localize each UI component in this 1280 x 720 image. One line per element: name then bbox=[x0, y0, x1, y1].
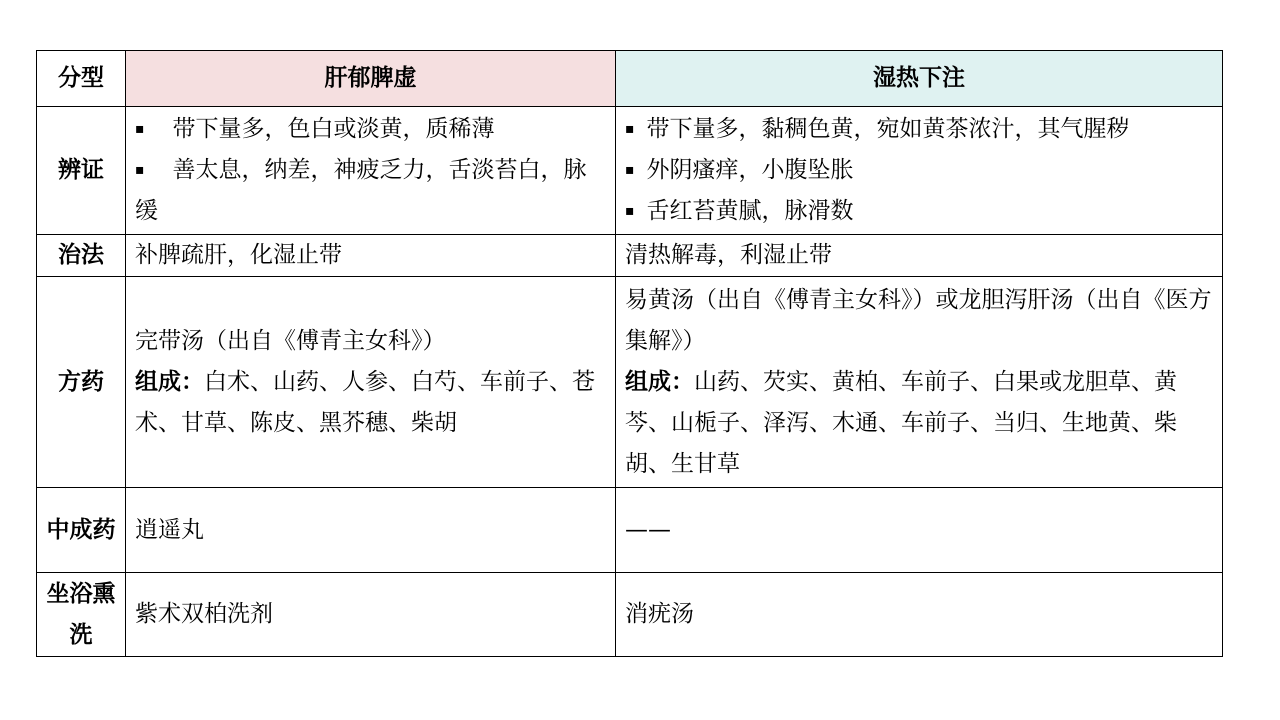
bullet-icon: ▪ bbox=[625, 121, 635, 137]
composition-label: 组成： bbox=[625, 368, 694, 395]
bianzheng-b-cell bbox=[616, 107, 1223, 235]
bianzheng-a-item-2: 善太息，纳差，神疲乏力，舌淡苔白，脉缓 bbox=[135, 157, 587, 224]
composition-label: 组成： bbox=[135, 368, 204, 395]
bianzheng-a-cell bbox=[126, 107, 616, 235]
fangyao-a-composition bbox=[135, 362, 606, 444]
list-item bbox=[625, 150, 1213, 191]
list-item bbox=[625, 109, 1213, 150]
row-zhifa bbox=[37, 235, 1223, 277]
header-col-gan-yu-pi-xu: 肝郁脾虚 bbox=[126, 51, 616, 107]
zuoyu-b-cell: 消疣汤 bbox=[616, 573, 1223, 657]
fangyao-a-formula: 完带汤（出自《傅青主女科》） bbox=[135, 327, 446, 354]
bullet-icon: ▪ bbox=[625, 203, 635, 219]
fangyao-b-formula: 易黄汤（出自《傅青主女科》）或龙胆泻肝汤（出自《医方集解》） bbox=[625, 286, 1212, 354]
bullet-icon: ▪ bbox=[135, 162, 145, 178]
row-label-fangyao: 方药 bbox=[37, 277, 126, 488]
bianzheng-a-item-1: 带下量多，色白或淡黄，质稀薄 bbox=[172, 116, 495, 142]
list-item bbox=[135, 150, 606, 232]
list-item bbox=[135, 109, 606, 150]
header-type-label: 分型 bbox=[37, 51, 126, 107]
zuoyu-a-cell: 紫术双柏洗剂 bbox=[126, 573, 616, 657]
zhongchengyao-a-cell: 逍遥丸 bbox=[126, 488, 616, 573]
row-label-zuoyu-xunxi: 坐浴熏洗 bbox=[37, 573, 126, 657]
header-row bbox=[37, 51, 1223, 107]
composition-text: 白术、山药、人参、白芍、车前子、苍术、甘草、陈皮、黑芥穗、柴胡 bbox=[135, 368, 595, 436]
fangyao-a-cell bbox=[126, 277, 616, 488]
tcm-syndrome-table bbox=[36, 50, 1223, 657]
zhongchengyao-b-cell: —— bbox=[616, 488, 1223, 573]
row-bianzheng bbox=[37, 107, 1223, 235]
row-label-bianzheng: 辨证 bbox=[37, 107, 126, 235]
zhifa-b-cell: 清热解毒，利湿止带 bbox=[616, 235, 1223, 277]
list-item bbox=[625, 191, 1213, 232]
composition-text: 山药、芡实、黄柏、车前子、白果或龙胆草、黄芩、山栀子、泽泻、木通、车前子、当归、生地黄、柴胡、生甘草 bbox=[625, 368, 1177, 477]
bullet-icon: ▪ bbox=[135, 121, 145, 137]
row-label-zhongchengyao: 中成药 bbox=[37, 488, 126, 573]
row-zuoyu-xunxi bbox=[37, 573, 1223, 657]
row-label-zhifa: 治法 bbox=[37, 235, 126, 277]
fangyao-b-cell bbox=[616, 277, 1223, 488]
bianzheng-b-item-2: 外阴瘙痒，小腹坠胀 bbox=[646, 157, 854, 183]
fangyao-b-composition bbox=[625, 362, 1213, 485]
row-zhongchengyao bbox=[37, 488, 1223, 573]
bianzheng-b-item-1: 带下量多，黏稠色黄，宛如黄茶浓汁，其气腥秽 bbox=[646, 116, 1130, 142]
bullet-icon: ▪ bbox=[625, 162, 635, 178]
zhifa-a-cell: 补脾疏肝，化湿止带 bbox=[126, 235, 616, 277]
row-fangyao bbox=[37, 277, 1223, 488]
bianzheng-b-item-3: 舌红苔黄腻，脉滑数 bbox=[646, 198, 854, 224]
header-col-shi-re-xia-zhu: 湿热下注 bbox=[616, 51, 1223, 107]
